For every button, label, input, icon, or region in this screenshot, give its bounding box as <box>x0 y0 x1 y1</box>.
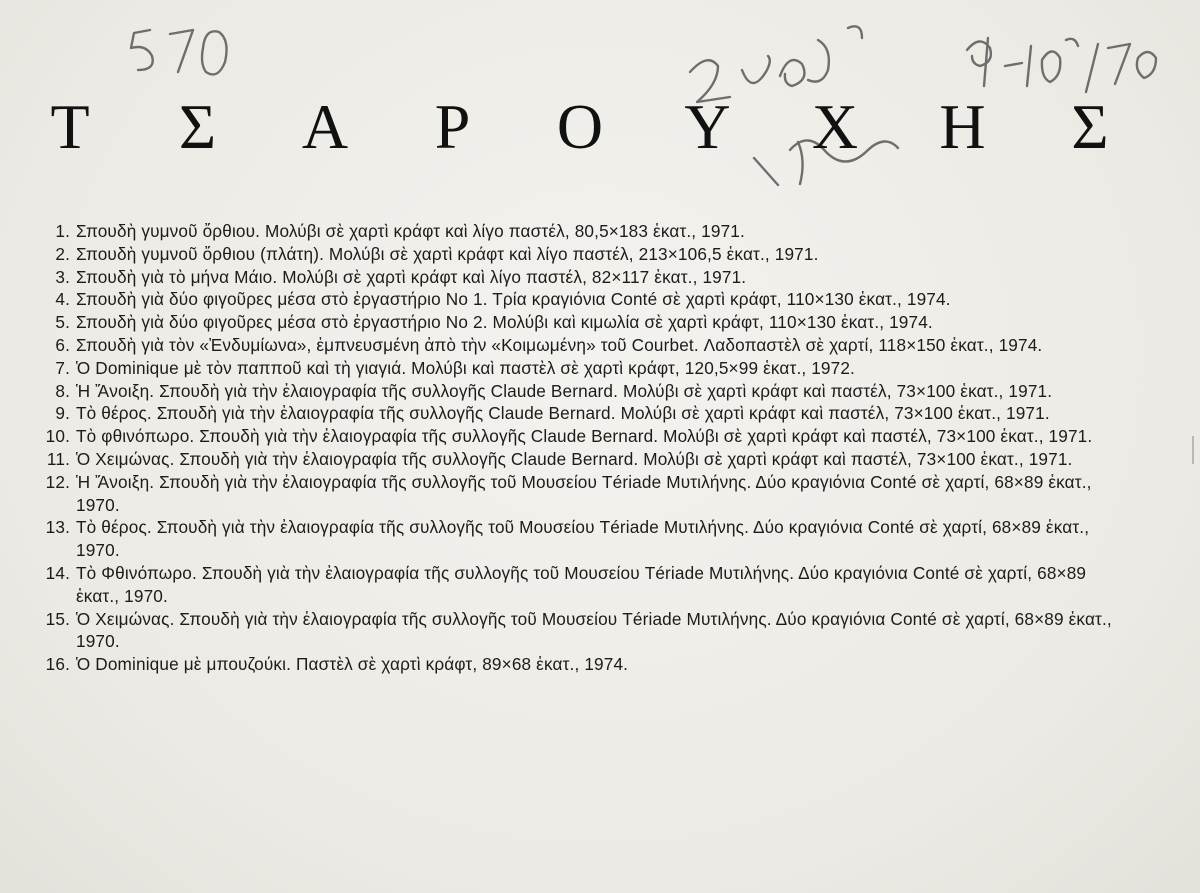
entry-number: 5. <box>55 312 70 333</box>
catalog-entry <box>30 243 1130 266</box>
entry-number: 8. <box>55 380 70 401</box>
entry-number: 6. <box>55 334 70 355</box>
entry-description: Ἡ Ἄνοιξη. Σπουδὴ γιὰ τὴν ἐλαιογραφία τῆς συλλογῆς Claude Bernard. Μολύβι σὲ χαρτὶ κράφτ καὶ παστέλ, 73×100 ἑκατ., 1971. <box>76 380 1053 401</box>
entry-number: 3. <box>55 266 70 287</box>
title-letter: Η <box>939 91 986 162</box>
entry-number: 13. <box>45 517 70 538</box>
artwork-catalog-list <box>30 220 1130 676</box>
entry-description: Σπουδὴ γιὰ τὸ μήνα Μάιο. Μολύβι σὲ χαρτὶ κράφτ καὶ λίγο παστέλ, 82×117 ἑκατ., 1971. <box>76 266 747 287</box>
page-edge-mark <box>1192 436 1194 464</box>
entry-description: Ὁ Dominique μὲ τὸν παπποῦ καὶ τὴ γιαγιά. Μολύβι καὶ παστὲλ σὲ χαρτὶ κράφτ, 120,5×99 ἑκατ., 1972. <box>76 357 855 378</box>
entry-description: Σπουδὴ γιὰ δύο φιγοῦρες μέσα στὸ ἐργαστήριο Νο 1. Τρία κραγιόνια Conté σὲ χαρτὶ κράφτ, 110×130 ἑκατ., 1974. <box>76 289 951 310</box>
entry-description: Σπουδὴ γυμνοῦ ὄρθιου (πλάτη). Μολύβι σὲ χαρτὶ κράφτ καὶ λίγο παστέλ, 213×106,5 ἑκατ., 1971. <box>76 243 819 264</box>
title-letter: Ο <box>556 91 604 162</box>
entry-number: 15. <box>45 608 70 629</box>
catalog-entry <box>30 471 1130 517</box>
catalog-entry <box>30 220 1130 243</box>
title-letter: Τ <box>50 91 90 162</box>
entry-description: Τὸ θέρος. Σπουδὴ γιὰ τὴν ἐλαιογραφία τῆς συλλογῆς Claude Bernard. Μολύβι σὲ χαρτὶ κράφτ καὶ παστέλ, 73×100 ἑκατ., 1971. <box>76 403 1050 424</box>
catalog-entry <box>30 425 1130 448</box>
catalog-entry <box>30 357 1130 380</box>
entry-number: 12. <box>45 471 70 492</box>
catalog-entry <box>30 448 1130 471</box>
entry-description: Σπουδὴ γυμνοῦ ὄρθιου. Μολύβι σὲ χαρτὶ κράφτ καὶ λίγο παστέλ, 80,5×183 ἑκατ., 1971. <box>76 221 745 241</box>
entry-description: Τὸ θέρος. Σπουδὴ γιὰ τὴν ἐλαιογραφία τῆς συλλογῆς τοῦ Μουσείου Tériade Μυτιλήνης. Δύο κραγιόνια Conté σὲ χαρτί, 68×89 ἑκατ., 1970. <box>76 517 1090 561</box>
entry-description: Ὁ Χειμώνας. Σπουδὴ γιὰ τὴν ἐλαιογραφία τῆς συλλογῆς τοῦ Μουσείου Tériade Μυτιλήνης. Δύο κραγιόνια Conté σὲ χαρτί, 68×89 ἑκατ., 1970. <box>76 608 1112 652</box>
entry-number: 7. <box>55 357 70 378</box>
entry-number: 2. <box>55 243 70 264</box>
catalog-entry <box>30 608 1130 654</box>
catalog-entry <box>30 288 1130 311</box>
catalog-entry <box>30 311 1130 334</box>
entry-number: 10. <box>45 426 70 447</box>
entry-description: Ἡ Ἄνοιξη. Σπουδὴ γιὰ τὴν ἐλαιογραφία τῆς συλλογῆς τοῦ Μουσείου Tériade Μυτιλήνης. Δύο κραγιόνια Conté σὲ χαρτί, 68×89 ἑκατ., 1970. <box>76 471 1092 515</box>
entry-number: 9. <box>55 403 70 424</box>
catalog-entry <box>30 380 1130 403</box>
catalog-entry <box>30 266 1130 289</box>
entry-number: 1. <box>55 221 70 241</box>
artist-name-title <box>40 92 1120 162</box>
title-letter: Χ <box>811 91 859 162</box>
entry-description: Ὁ Χειμώνας. Σπουδὴ γιὰ τὴν ἐλαιογραφία τῆς συλλογῆς Claude Bernard. Μολύβι σὲ χαρτὶ κράφτ καὶ παστέλ, 73×100 ἑκατ., 1971. <box>76 448 1073 469</box>
entry-number: 11. <box>46 448 70 469</box>
catalog-entry <box>30 562 1130 608</box>
title-letter: Σ <box>178 91 217 162</box>
entry-description: Τὸ Φθινόπωρο. Σπουδὴ γιὰ τὴν ἐλαιογραφία τῆς συλλογῆς τοῦ Μουσείου Tériade Μυτιλήνης. Δύο κραγιόνια Conté σὲ χαρτί, 68×89 ἑκατ., 1970. <box>76 562 1087 606</box>
catalog-entry <box>30 402 1130 425</box>
entry-description: Ὁ Dominique μὲ μπουζούκι. Παστὲλ σὲ χαρτὶ κράφτ, 89×68 ἑκατ., 1974. <box>76 654 629 675</box>
title-letter: Σ <box>1071 91 1109 162</box>
handwriting-top-left <box>0 0 227 74</box>
entry-number: 4. <box>55 289 70 310</box>
catalog-entry <box>30 653 1130 676</box>
entry-number: 14. <box>45 562 70 583</box>
handwriting-top-right <box>0 0 1156 92</box>
entry-description: Σπουδὴ γιὰ δύο φιγοῦρες μέσα στὸ ἐργαστήριο Νο 2. Μολύβι καὶ κιμωλία σὲ χαρτὶ κράφτ, 110×130 ἑκατ., 1974. <box>76 312 933 333</box>
entry-description: Σπουδὴ γιὰ τὸν «Ἐνδυμίωνα», ἐμπνευσμένη ἀπὸ τὴν «Κοιμωμένη» τοῦ Courbet. Λαδοπαστὲλ σὲ χαρτί, 118×150 ἑκατ., 1974. <box>76 334 1043 355</box>
title-letter: Α <box>301 91 349 162</box>
catalog-entry <box>30 334 1130 357</box>
entry-description: Τὸ φθινόπωρο. Σπουδὴ γιὰ τὴν ἐλαιογραφία τῆς συλλογῆς Claude Bernard. Μολύβι σὲ χαρτὶ κράφτ καὶ παστέλ, 73×100 ἑκατ., 1971. <box>76 426 1093 447</box>
title-letter: Υ <box>684 91 731 162</box>
title-letter: Ρ <box>434 91 471 162</box>
entry-number: 16. <box>45 654 70 675</box>
catalog-entry <box>30 516 1130 562</box>
